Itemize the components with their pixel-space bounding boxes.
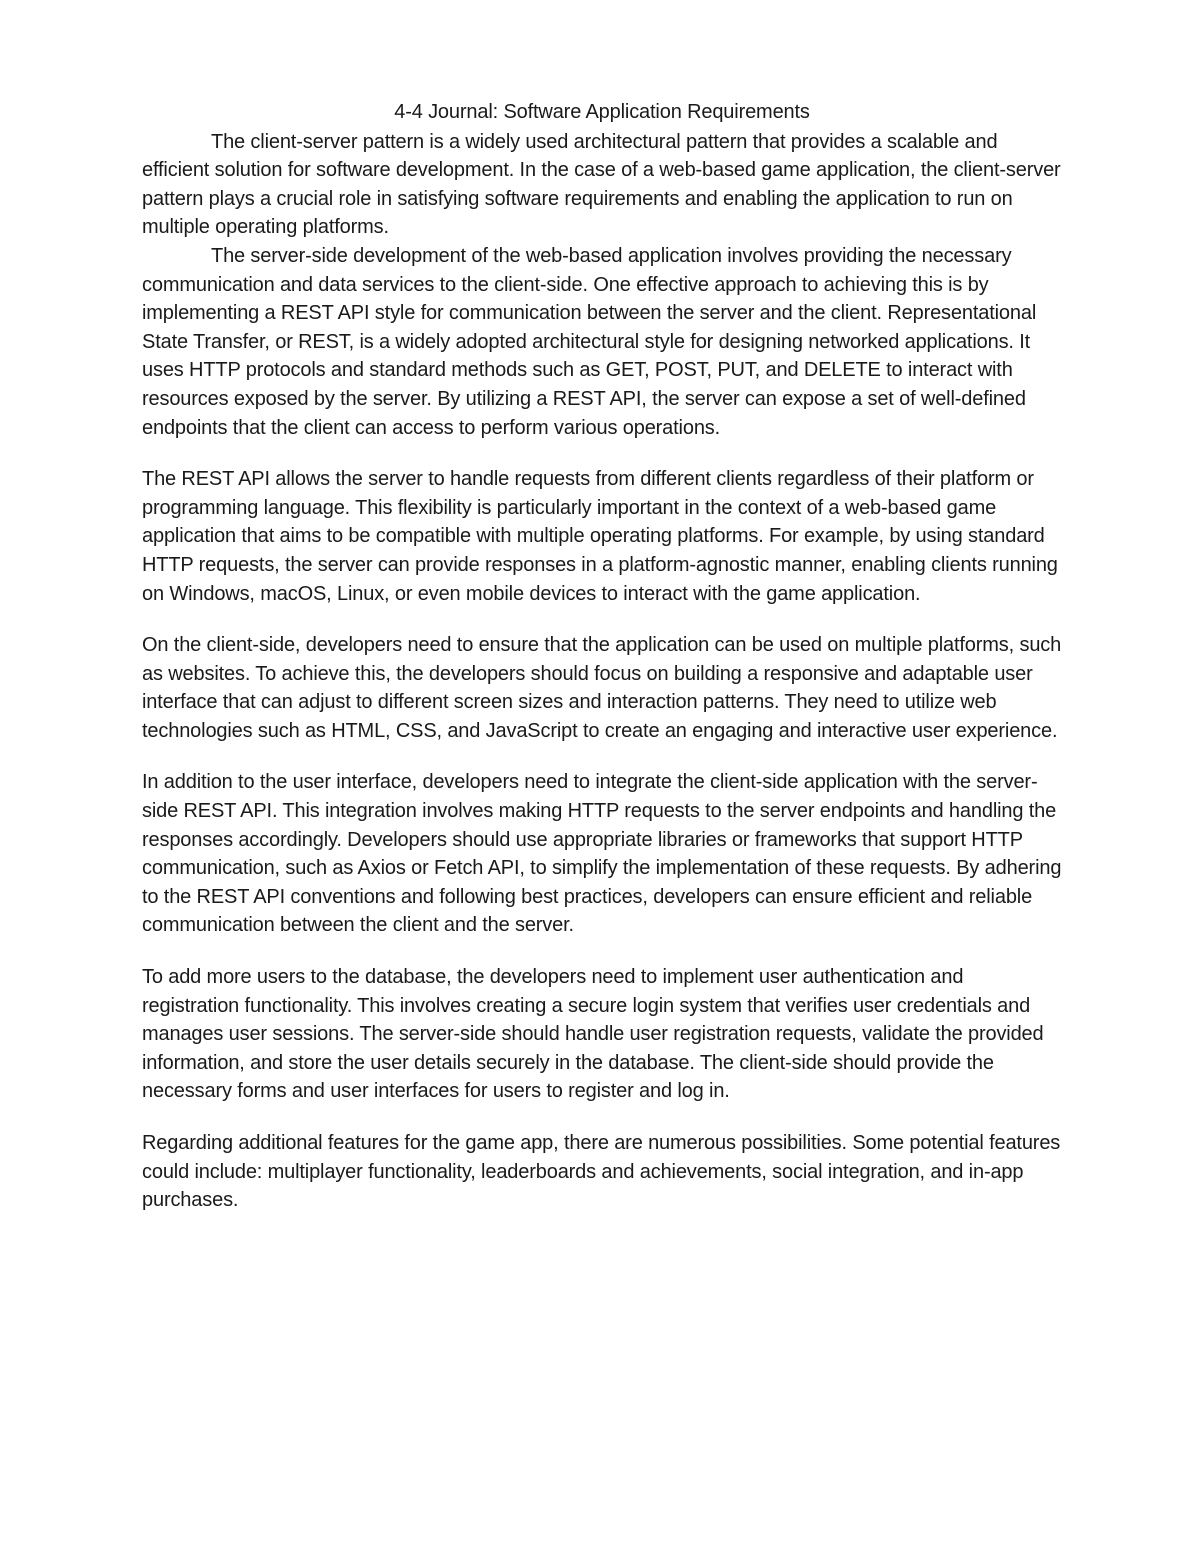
paragraph-7: Regarding additional features for the game app, there are numerous possibilities. Some potential features could include: multiplayer functionality, leaderboards and achievements, social integration, and in-app purchases. <box>142 1132 1061 1212</box>
document-body <box>142 98 1062 1215</box>
paragraph-3: The REST API allows the server to handle requests from different clients regardless of their platform or programming language. This flexibility is particularly important in the context of a web-based game application that aims to be compatible with multiple operating platforms. For example, by using standard HTTP requests, the server can provide responses in a platform-agnostic manner, enabling clients running on Windows, macOS, Linux, or even mobile devices to interact with the game application. <box>142 468 1058 605</box>
document-title: 4-4 Journal: Software Application Requirements <box>394 101 810 123</box>
paragraph-4: On the client-side, developers need to ensure that the application can be used on multiple platforms, such as websites. To achieve this, the developers should focus on building a responsive and adaptable user interface that can adjust to different screen sizes and interaction patterns. They need to utilize web technologies such as HTML, CSS, and JavaScript to create an engaging and interactive user experience. <box>142 634 1062 742</box>
paragraph-1: The client-server pattern is a widely used architectural pattern that provides a scalable and efficient solution for software development. In the case of a web-based game application, the client-server pattern plays a crucial role in satisfying software requirements and enabling the application to run on multiple operating platforms. <box>142 130 1061 239</box>
paragraph-2: The server-side development of the web-based application involves providing the necessary communication and data services to the client-side. One effective approach to achieving this is by implementing a REST API style for communication between the server and the client. Representational State Transfer, or REST, is a widely adopted architectural style for designing networked applications. It uses HTTP protocols and standard methods such as GET, POST, PUT, and DELETE to interact with resources exposed by the server. By utilizing a REST API, the server can expose a set of well-defined endpoints that the client can access to perform various operations. <box>142 244 1037 439</box>
paragraph-5: In addition to the user interface, developers need to integrate the client-side application with the server-side REST API. This integration involves making HTTP requests to the server endpoints and handling the responses accordingly. Developers should use appropriate libraries or frameworks that support HTTP communication, such as Axios or Fetch API, to simplify the implementation of these requests. By adhering to the REST API conventions and following best practices, developers can ensure efficient and reliable communication between the client and the server. <box>142 771 1062 937</box>
paragraph-6: To add more users to the database, the developers need to implement user authentication and registration functionality. This involves creating a secure login system that verifies user credentials and manages user sessions. The server-side should handle user registration requests, validate the provided information, and store the user details securely in the database. The client-side should provide the necessary forms and user interfaces for users to register and log in. <box>142 966 1044 1103</box>
